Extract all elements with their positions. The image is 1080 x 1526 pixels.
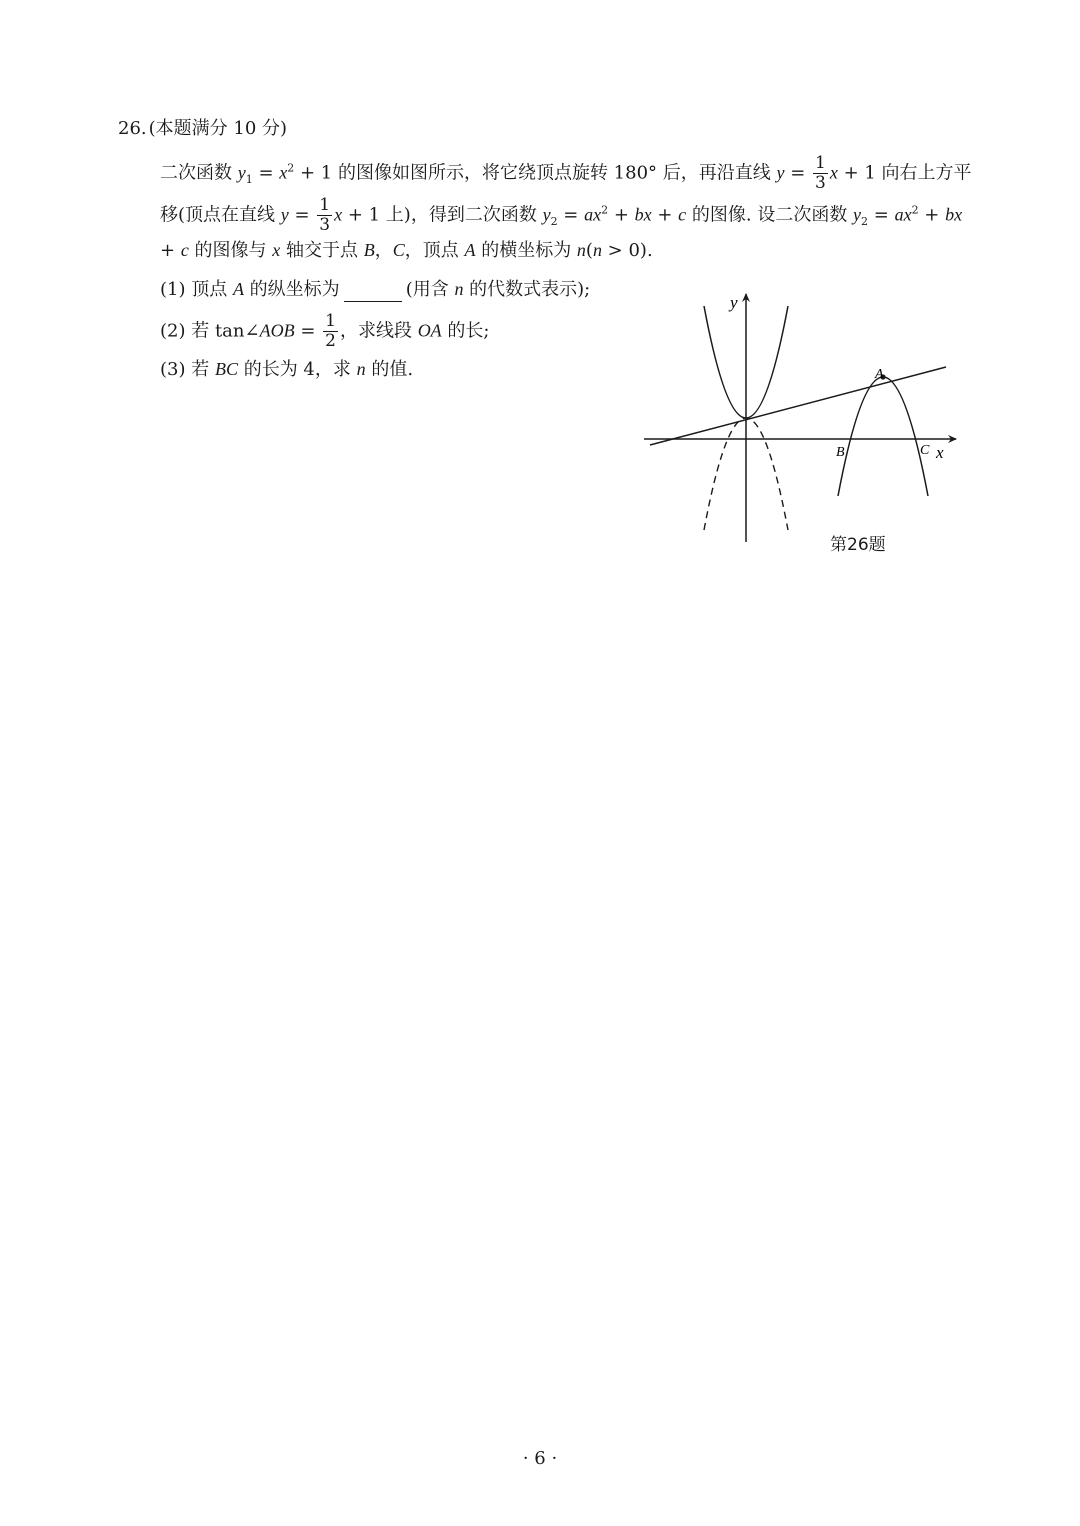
stem-line-3: + c 的图像与 x 轴交于点 B，C，顶点 A 的横坐标为 n(n > 0).: [160, 240, 653, 261]
stem-line-1: 二次函数 $y_1 = x^2 + 1$ 的图像如图所示，将它绕顶点旋转 180° 后，再沿直线 y = $\frac{1}{3}$ x + 1 向右上方平: [160, 153, 972, 193]
stem-line-2: 移(顶点在直线 y = $\frac{1}{3}$ x + 1 上)，得到二次函数 $y_2 = ax^2$ + bx + c 的图像. 设二次函数 $y_2 = ax^2$ + bx: [160, 195, 963, 235]
fraction-one-third: $\frac{1}{3}$: [319, 195, 331, 235]
subquestion-1: (1) 顶点 A 的纵坐标为 (用含 n 的代数式表示);: [160, 279, 591, 300]
figure-26: [638, 288, 968, 552]
question-score: (本题满分 10 分): [148, 118, 288, 139]
subquestion-3: (3) 若 BC 的长为 4，求 n 的值.: [160, 359, 414, 380]
subquestion-2: (2) 若 tan∠AOB = $\frac{1}{2}$ ，求线段 OA 的长;: [160, 311, 490, 351]
question-number: 26.: [118, 118, 147, 139]
line-y-third-x-plus-1: [650, 367, 946, 445]
point-c-label: C: [920, 443, 930, 458]
answer-blank[interactable]: [344, 283, 402, 302]
parabola-diagram: [638, 288, 968, 548]
point-a-label: A: [875, 367, 884, 382]
question-header: [118, 114, 287, 144]
y-axis-label: y: [730, 293, 738, 312]
point-b-label: B: [836, 445, 845, 460]
fraction-one-third: $\frac{1}{3}$: [815, 153, 826, 193]
x-axis-label: x: [936, 443, 944, 462]
fraction-one-half: $\frac{1}{2}$: [325, 311, 336, 351]
parabola-y2: [838, 377, 928, 496]
figure-caption: 第26题: [830, 535, 886, 555]
page-number: · 6 ·: [522, 1448, 558, 1469]
